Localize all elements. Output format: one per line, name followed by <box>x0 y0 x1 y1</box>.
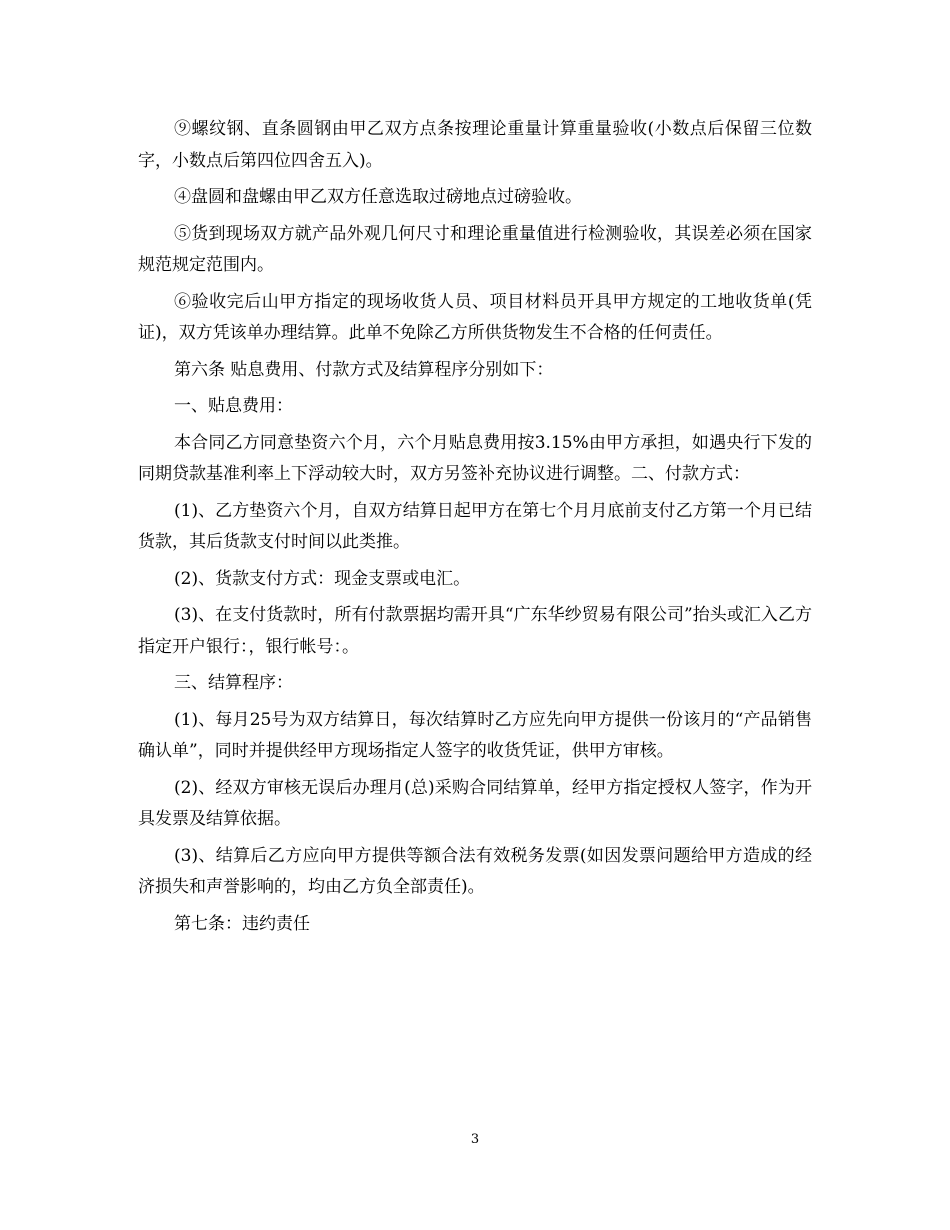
paragraph-article-six-heading: 第六条 贴息费用、付款方式及结算程序分别如下： <box>174 359 554 380</box>
paragraph-receipt-voucher: ⑥验收完后山甲方指定的现场收货人员、项目材料员开具甲方规定的工地收货单(凭证)，双方凭该单办理结算。此单不免除乙方所供货物发生不合格的任何责任。 <box>138 291 812 343</box>
paragraph-settlement-1: (1)、每月25号为双方结算日，每次结算时乙方应先向甲方提供一份该月的“产品销售确认单”，同时并提供经甲方现场指定人签字的收货凭证，供甲方审核。 <box>138 709 812 761</box>
paragraph-payment-1: (1)、乙方垫资六个月，自双方结算日起甲方在第七个月月底前支付乙方第一个月已结货款，其后货款支付时间以此类推。 <box>138 500 812 552</box>
document-body <box>138 114 812 945</box>
paragraph-settlement-2: (2)、经双方审核无误后办理月(总)采购合同结算单，经甲方指定授权人签字，作为开具发票及结算依据。 <box>138 777 812 829</box>
paragraph-onsite-inspection: ⑤货到现场双方就产品外观几何尺寸和理论重量值进行检测验收，其误差必须在国家规范规定范围内。 <box>138 223 812 275</box>
paragraph-payment-2: (2)、货款支付方式：现金支票或电汇。 <box>174 568 471 589</box>
page-number: 3 <box>470 1132 480 1147</box>
paragraph-settlement-3: (3)、结算后乙方应向甲方提供等额合法有效税务发票(如因发票问题给甲方造成的经济损失和声誉影响的，均由乙方负全部责任)。 <box>138 845 812 897</box>
paragraph-settlement-heading: 三、结算程序： <box>174 673 293 693</box>
paragraph-coil-weighing: ④盘圆和盘螺由甲乙双方任意选取过磅地点过磅验收。 <box>174 187 582 207</box>
paragraph-interest-heading: 一、贴息费用： <box>174 396 293 416</box>
paragraph-rebar-acceptance: ⑨螺纹钢、直条圆钢由甲乙双方点条按理论重量计算重量验收(小数点后保留三位数字，小数点后第四位四舍五入)。 <box>138 119 812 171</box>
paragraph-article-seven-heading: 第七条：违约责任 <box>174 913 310 934</box>
paragraph-interest-terms: 本合同乙方同意垫资六个月，六个月贴息费用按3.15%由甲方承担，如遇央行下发的同期贷款基准利率上下浮动较大时，双方另签补充协议进行调整。二、付款方式： <box>138 432 812 484</box>
paragraph-payment-3: (3)、在支付货款时，所有付款票据均需开具“广东华纱贸易有限公司”抬头或汇入乙方指定开户银行：，银行帐号：。 <box>138 605 812 657</box>
